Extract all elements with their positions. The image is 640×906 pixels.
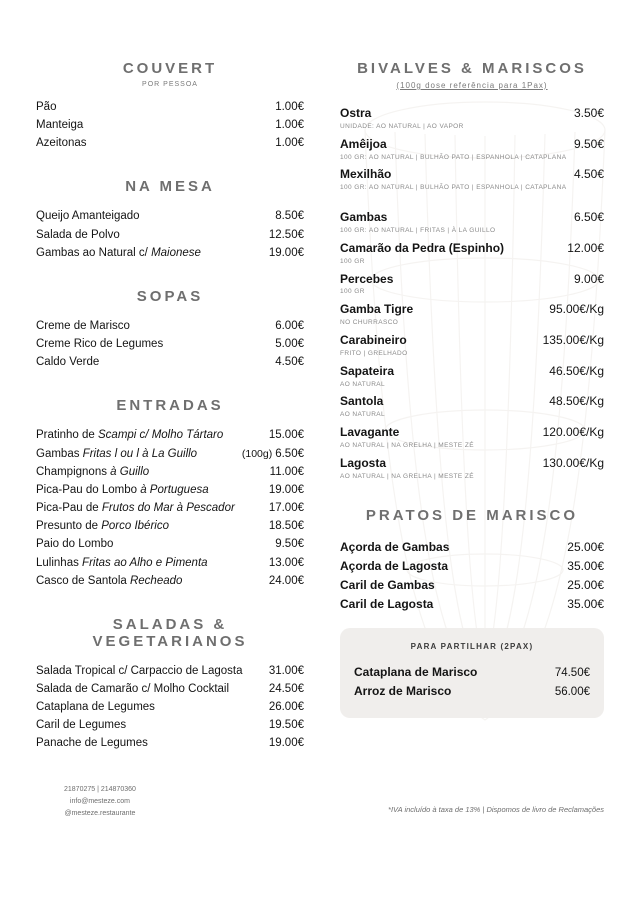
menu-item-name-emphasis: Fritas ao Alho e Pimenta bbox=[82, 556, 208, 569]
menu-item-name: Salada Tropical c/ Carpaccio de Lagosta bbox=[36, 664, 243, 677]
menu-item-name: Pão bbox=[36, 101, 57, 113]
menu-item-row bbox=[340, 362, 604, 381]
menu-item bbox=[36, 554, 304, 572]
footer-legal-note: *IVA incluído à taxa de 13% | Dispomos de livro de Reclamações bbox=[388, 805, 604, 814]
menu-item-description: 100 GR: AO NATURAL | FRITAS | À LA GUILLO bbox=[340, 227, 496, 235]
menu-right-column bbox=[322, 0, 640, 906]
menu-item-price: 24.00€ bbox=[268, 574, 304, 587]
menu-item bbox=[340, 239, 604, 267]
bivalves-group-1 bbox=[340, 104, 604, 193]
footer-contact bbox=[64, 784, 136, 820]
menu-item-row bbox=[340, 208, 604, 227]
menu-item-name: Lagosta bbox=[340, 455, 387, 470]
menu-item-name: Amêijoa bbox=[340, 136, 387, 151]
menu-item-row bbox=[340, 104, 604, 123]
menu-item bbox=[340, 270, 604, 298]
menu-item-name bbox=[36, 499, 235, 517]
menu-item bbox=[36, 426, 304, 444]
menu-item-price: 6.50€ bbox=[573, 210, 604, 225]
menu-item bbox=[36, 244, 304, 262]
menu-item-row bbox=[340, 423, 604, 442]
section-subtitle-bivalves: (100g dose referência para 1Pax) bbox=[396, 81, 548, 90]
share-items bbox=[354, 663, 590, 701]
section-pratos-de-marisco bbox=[340, 507, 604, 717]
section-title-sopas: SOPAS bbox=[136, 287, 204, 305]
menu-item-name-emphasis: Recheado bbox=[129, 574, 183, 587]
menu-item-description: NO CHURRASCO bbox=[340, 319, 399, 327]
menu-item-price: 19.50€ bbox=[268, 719, 304, 732]
menu-item-description: 100 GR: AO NATURAL | BULHÃO PATO | ESPANHOLA | CATAPLANA bbox=[340, 184, 567, 192]
menu-item-price: 56.00€ bbox=[554, 686, 590, 699]
menu-item-name: Percebes bbox=[340, 271, 394, 286]
menu-item bbox=[340, 208, 604, 236]
menu-item-name: Caril de Legumes bbox=[36, 719, 127, 732]
menu-item bbox=[340, 362, 604, 390]
menu-item-name: Gamba Tigre bbox=[340, 302, 414, 317]
menu-item-name-emphasis: Scampi c/ Molho Tártaro bbox=[98, 429, 224, 442]
share-box bbox=[340, 628, 604, 717]
menu-item-price: 12.50€ bbox=[268, 228, 304, 241]
menu-item-description: AO NATURAL bbox=[340, 411, 386, 419]
menu-item-row bbox=[340, 135, 604, 154]
menu-item-price: 25.00€ bbox=[567, 578, 604, 593]
menu-item-price: 1.00€ bbox=[275, 137, 304, 150]
menu-item bbox=[340, 104, 604, 132]
menu-item bbox=[354, 663, 590, 682]
menu-item-name: Salada de Polvo bbox=[36, 228, 120, 241]
menu-item bbox=[36, 335, 304, 353]
menu-item-price: 4.50€ bbox=[275, 356, 304, 369]
menu-item bbox=[36, 353, 304, 371]
menu-item-name-plain: Presunto de bbox=[36, 520, 102, 533]
menu-item-name: Cataplana de Marisco bbox=[354, 665, 478, 680]
menu-item-price: 11.00€ bbox=[269, 465, 304, 478]
menu-item bbox=[340, 538, 604, 557]
menu-item-price: 31.00€ bbox=[268, 664, 304, 677]
menu-item-name bbox=[36, 554, 208, 572]
menu-item bbox=[340, 595, 604, 614]
menu-item-name-plain: Pratinho de bbox=[36, 429, 99, 442]
menu-item-name: Paio do Lombo bbox=[36, 538, 114, 551]
menu-item-name: Cataplana de Legumes bbox=[36, 701, 155, 714]
menu-item-description: AO NATURAL | NA GRELHA | MESTE ZÉ bbox=[340, 441, 474, 449]
menu-item bbox=[36, 207, 304, 225]
menu-item-row bbox=[340, 165, 604, 184]
menu-item-price: 15.00€ bbox=[268, 429, 304, 442]
menu-item-quantity: (100g) bbox=[241, 447, 273, 460]
menu-item-price: 26.00€ bbox=[268, 701, 304, 714]
menu-item bbox=[340, 423, 604, 451]
menu-item-name: Salada de Camarão c/ Molho Cocktail bbox=[36, 682, 230, 695]
menu-item-price: 9.00€ bbox=[573, 271, 604, 286]
menu-item bbox=[340, 135, 604, 163]
menu-item-name: Queijo Amanteigado bbox=[36, 210, 140, 223]
menu-item-price: 120.00€/Kg bbox=[542, 425, 604, 440]
footer-phone: 21870275 | 214870360 bbox=[64, 786, 136, 794]
menu-item-row bbox=[340, 392, 604, 411]
menu-item bbox=[354, 682, 590, 701]
menu-item-name: Açorda de Gambas bbox=[340, 540, 450, 555]
menu-item-price: 19.00€ bbox=[268, 737, 304, 750]
menu-item-row bbox=[340, 300, 604, 319]
menu-item bbox=[36, 662, 304, 680]
menu-item-name: Ostra bbox=[340, 106, 372, 120]
menu-item bbox=[36, 698, 304, 716]
menu-item-price: 8.50€ bbox=[275, 210, 304, 223]
menu-item-name: Santola bbox=[340, 394, 384, 409]
menu-item-name: Creme Rico de Legumes bbox=[36, 338, 164, 351]
menu-item-name bbox=[36, 244, 201, 262]
menu-item-name: Panache de Legumes bbox=[36, 737, 148, 750]
menu-item-price: 135.00€/Kg bbox=[542, 332, 604, 347]
menu-item-name-emphasis: Fritas l ou l à La Guillo bbox=[82, 447, 198, 460]
menu-item bbox=[340, 300, 604, 328]
menu-item-name: Camarão da Pedra (Espinho) bbox=[340, 240, 505, 255]
entradas-items bbox=[36, 426, 304, 589]
section-na-mesa bbox=[36, 178, 304, 261]
menu-item-name: Arroz de Marisco bbox=[354, 684, 452, 699]
menu-item-price: 95.00€/Kg bbox=[549, 302, 604, 317]
menu-item-price: 24.50€ bbox=[268, 682, 304, 695]
menu-item bbox=[36, 98, 304, 116]
menu-item-row bbox=[340, 239, 604, 258]
menu-item-name bbox=[36, 572, 182, 590]
menu-item-price: 6.00€ bbox=[275, 319, 304, 332]
menu-item bbox=[340, 392, 604, 420]
menu-item-name: Caril de Lagosta bbox=[340, 597, 434, 612]
menu-item-price: 1.00€ bbox=[275, 119, 304, 132]
section-title-pratos: PRATOS DE MARISCO bbox=[365, 507, 579, 525]
menu-item-price: 74.50€ bbox=[554, 667, 590, 680]
menu-item-price: 19.00€ bbox=[268, 246, 304, 259]
menu-item-name: Gambas bbox=[340, 210, 388, 225]
menu-item bbox=[36, 535, 304, 553]
saladas-items bbox=[36, 662, 304, 753]
menu-item-price: 1.00€ bbox=[275, 101, 304, 113]
menu-item-name: Manteiga bbox=[36, 119, 84, 132]
menu-item bbox=[340, 454, 604, 482]
menu-item-row bbox=[340, 270, 604, 289]
menu-item-price: 12.00€ bbox=[567, 240, 604, 255]
section-bivalves-mariscos bbox=[340, 60, 604, 481]
sopas-items bbox=[36, 317, 304, 371]
menu-item-name-plain: Gambas bbox=[36, 447, 83, 460]
menu-item-price: 13.00€ bbox=[268, 556, 304, 569]
menu-item-name bbox=[36, 481, 209, 499]
section-title-couvert: COUVERT bbox=[122, 60, 218, 77]
menu-item bbox=[36, 445, 304, 463]
menu-item-price: 25.00€ bbox=[567, 540, 604, 555]
menu-item-description: 100 GR bbox=[340, 288, 365, 296]
menu-item bbox=[36, 116, 304, 134]
section-subtitle-couvert: POR PESSOA bbox=[142, 81, 198, 88]
menu-item-name-plain: Pica-Pau do Lombo bbox=[36, 483, 141, 496]
menu-item-price: 3.50€ bbox=[573, 106, 604, 120]
menu-item bbox=[36, 517, 304, 535]
menu-item bbox=[36, 317, 304, 335]
menu-item bbox=[36, 226, 304, 244]
menu-item bbox=[36, 716, 304, 734]
menu-item-price bbox=[234, 445, 304, 463]
menu-item-name: Creme de Marisco bbox=[36, 319, 130, 332]
menu-item-name-emphasis: Maionese bbox=[151, 246, 201, 259]
menu-item-name-plain: Lulinhas bbox=[36, 556, 83, 569]
menu-item-name bbox=[36, 445, 197, 463]
menu-item-price: 9.50€ bbox=[275, 538, 304, 551]
menu-item-name bbox=[36, 517, 169, 535]
menu-item-name: Carabineiro bbox=[340, 332, 407, 347]
menu-item-name-emphasis: Porco Ibérico bbox=[101, 520, 169, 533]
menu-item-price: 9.50€ bbox=[573, 136, 604, 151]
section-sopas bbox=[36, 288, 304, 371]
menu-item-price: 35.00€ bbox=[567, 597, 604, 612]
menu-item-description: 100 GR: AO NATURAL | BULHÃO PATO | ESPANHOLA | CATAPLANA bbox=[340, 153, 567, 161]
menu-item-description: AO NATURAL bbox=[340, 380, 386, 388]
menu-item-price-value: 6.50€ bbox=[275, 447, 304, 460]
menu-item-price: 130.00€/Kg bbox=[542, 455, 604, 470]
section-title-saladas: SALADAS & VEGETARIANOS bbox=[92, 615, 248, 650]
menu-item-name: Lavagante bbox=[340, 425, 400, 440]
menu-item-price: 35.00€ bbox=[567, 559, 604, 574]
share-box-title: PARA PARTILHAR (2PAX) bbox=[410, 642, 534, 652]
menu-item bbox=[36, 680, 304, 698]
menu-item-name: Caldo Verde bbox=[36, 356, 100, 369]
footer-email: info@mesteze.com bbox=[69, 798, 130, 806]
menu-item-price: 5.00€ bbox=[275, 338, 304, 351]
menu-item-description: 100 GR bbox=[340, 257, 365, 265]
section-title-entradas: ENTRADAS bbox=[116, 397, 224, 415]
menu-item-description: FRITO | GRELHADO bbox=[340, 349, 408, 357]
menu-item bbox=[340, 557, 604, 576]
menu-item-name: Sapateira bbox=[340, 363, 395, 378]
section-entradas bbox=[36, 397, 304, 589]
menu-item bbox=[340, 165, 604, 193]
menu-item bbox=[36, 572, 304, 590]
menu-item bbox=[36, 463, 304, 481]
menu-item bbox=[340, 576, 604, 595]
section-saladas-vegetarianos bbox=[36, 616, 304, 753]
menu-item-name-plain: Gambas ao Natural c/ bbox=[36, 246, 152, 259]
menu-item-price: 18.50€ bbox=[268, 520, 304, 533]
menu-item-price: 17.00€ bbox=[268, 502, 304, 515]
menu-item bbox=[36, 734, 304, 752]
section-couvert bbox=[36, 60, 304, 152]
menu-item bbox=[36, 499, 304, 517]
menu-item bbox=[36, 134, 304, 152]
menu-item-name: Azeitonas bbox=[36, 137, 87, 150]
menu-item bbox=[340, 331, 604, 359]
menu-item-name bbox=[36, 463, 149, 481]
menu-item-name-emphasis: à Portuguesa bbox=[140, 483, 209, 496]
section-title-na-mesa: NA MESA bbox=[125, 178, 215, 196]
menu-item-name bbox=[36, 426, 223, 444]
menu-item-name: Mexilhão bbox=[340, 167, 392, 182]
menu-item-description: UNIDADE: AO NATURAL | AO VAPOR bbox=[340, 122, 464, 130]
na-mesa-items bbox=[36, 207, 304, 261]
menu-item-price: 46.50€/Kg bbox=[549, 363, 604, 378]
section-title-bivalves: BIVALVES & MARISCOS bbox=[357, 60, 587, 77]
menu-item-description: AO NATURAL | NA GRELHA | MESTE ZÉ bbox=[340, 472, 474, 480]
menu-item-row bbox=[340, 454, 604, 473]
menu-item-row bbox=[340, 331, 604, 350]
menu-item-name-plain: Casco de Santola bbox=[36, 574, 130, 587]
menu-item-price: 19.00€ bbox=[268, 483, 304, 496]
footer-social: @mesteze.restaurante bbox=[64, 810, 136, 818]
menu-item-price: 48.50€/Kg bbox=[549, 394, 604, 409]
couvert-items bbox=[36, 98, 304, 152]
menu-item bbox=[36, 481, 304, 499]
bivalves-group-2 bbox=[340, 208, 604, 481]
pratos-items bbox=[340, 538, 604, 614]
menu-item-name-plain: Champignons bbox=[36, 465, 111, 478]
menu-item-name-emphasis: Frutos do Mar à Pescador bbox=[101, 502, 235, 515]
menu-item-name: Caril de Gambas bbox=[340, 578, 435, 593]
menu-item-name-emphasis: à Guillo bbox=[110, 465, 150, 478]
menu-item-price: 4.50€ bbox=[573, 167, 604, 182]
menu-item-name: Açorda de Lagosta bbox=[340, 559, 449, 574]
menu-item-name-plain: Pica-Pau de bbox=[36, 502, 102, 515]
